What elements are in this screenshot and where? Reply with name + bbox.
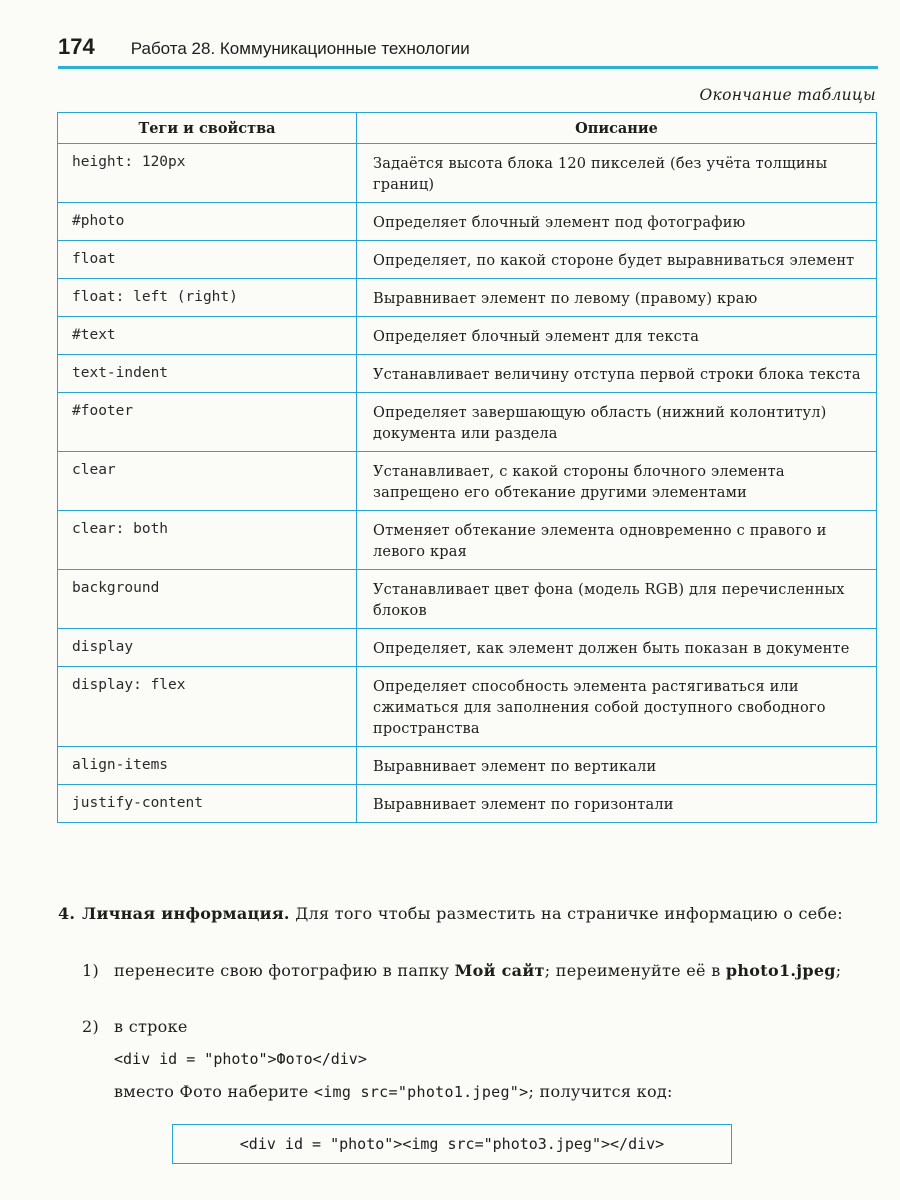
tag-cell: #text	[58, 317, 357, 355]
description-cell: Определяет завершающую область (нижний колонтитул) документа или раздела	[357, 393, 877, 452]
tag-cell: background	[58, 570, 357, 629]
running-title: Работа 28. Коммуникационные технологии	[130, 39, 470, 58]
tag-cell: #footer	[58, 393, 357, 452]
table-row	[58, 747, 877, 785]
description-cell: Задаётся высота блока 120 пикселей (без учёта толщины границ)	[357, 144, 877, 203]
step-text: в строке	[114, 1017, 188, 1036]
description-cell: Выравнивает элемент по горизонтали	[357, 785, 877, 823]
table-row	[58, 667, 877, 747]
table-caption: Окончание таблицы	[699, 86, 876, 104]
page-header	[58, 34, 878, 60]
task-title: Личная информация.	[82, 904, 290, 923]
column-header-tags: Теги и свойства	[58, 113, 357, 144]
tag-cell: clear: both	[58, 511, 357, 570]
table-row	[58, 570, 877, 629]
table-row	[58, 317, 877, 355]
description-cell: Выравнивает элемент по вертикали	[357, 747, 877, 785]
table-row	[58, 393, 877, 452]
table-row	[58, 203, 877, 241]
page-number: 174	[58, 34, 95, 59]
task-number: 4.	[58, 904, 76, 923]
table-row	[58, 452, 877, 511]
task-intro	[82, 902, 878, 926]
instruction-text: ; получится код:	[528, 1082, 673, 1101]
description-cell: Определяет, по какой стороне будет выравниваться элемент	[357, 241, 877, 279]
description-cell: Устанавливает цвет фона (модель RGB) для перечисленных блоков	[357, 570, 877, 629]
step-number: 2)	[82, 1017, 100, 1036]
description-cell: Определяет блочный элемент для текста	[357, 317, 877, 355]
tags-properties-table	[57, 112, 877, 823]
table-row	[58, 785, 877, 823]
tag-cell: #photo	[58, 203, 357, 241]
table-row	[58, 355, 877, 393]
table-row	[58, 241, 877, 279]
table-row	[58, 144, 877, 203]
code-line: <div id = "photo">Фото</div>	[114, 1050, 367, 1068]
instruction-line	[114, 1082, 673, 1101]
table-header-row	[58, 113, 877, 144]
step-text	[114, 960, 877, 982]
column-header-description: Описание	[357, 113, 877, 144]
folder-name: Мой сайт	[454, 961, 545, 980]
step-text-part: перенесите свою фотографию в папку	[114, 961, 455, 980]
description-cell: Определяет блочный элемент под фотографию	[357, 203, 877, 241]
description-cell: Отменяет обтекание элемента одновременно с правого и левого края	[357, 511, 877, 570]
tag-cell: text-indent	[58, 355, 357, 393]
task-intro-text: Для того чтобы разместить на страничке информацию о себе:	[289, 904, 843, 923]
instruction-code: <img src="photo1.jpeg">	[313, 1083, 529, 1101]
step-1	[82, 960, 877, 982]
step-text-part: ; переименуйте её в	[544, 961, 726, 980]
tag-cell: float: left (right)	[58, 279, 357, 317]
step-text-part: ;	[835, 961, 842, 980]
tag-cell: justify-content	[58, 785, 357, 823]
description-cell: Выравнивает элемент по левому (правому) краю	[357, 279, 877, 317]
instruction-text: вместо Фото наберите	[114, 1082, 314, 1101]
header-rule	[58, 66, 878, 69]
step-number: 1)	[82, 961, 100, 980]
task-4	[58, 902, 878, 926]
description-cell: Определяет способность элемента растягиваться или сжиматься для заполнения собой доступного свободного пространства	[357, 667, 877, 747]
description-cell: Устанавливает, с какой стороны блочного элемента запрещено его обтекание другими элементами	[357, 452, 877, 511]
tag-cell: display	[58, 629, 357, 667]
table-row	[58, 279, 877, 317]
tag-cell: height: 120px	[58, 144, 357, 203]
result-code-box: <div id = "photo"><img src="photo3.jpeg"></div>	[172, 1124, 732, 1164]
table-row	[58, 629, 877, 667]
description-cell: Устанавливает величину отступа первой строки блока текста	[357, 355, 877, 393]
tag-cell: display: flex	[58, 667, 357, 747]
table-row	[58, 511, 877, 570]
file-name: photo1.jpeg	[725, 961, 836, 980]
tag-cell: float	[58, 241, 357, 279]
tag-cell: clear	[58, 452, 357, 511]
step-2	[82, 1016, 877, 1038]
description-cell: Определяет, как элемент должен быть показан в документе	[357, 629, 877, 667]
tag-cell: align-items	[58, 747, 357, 785]
